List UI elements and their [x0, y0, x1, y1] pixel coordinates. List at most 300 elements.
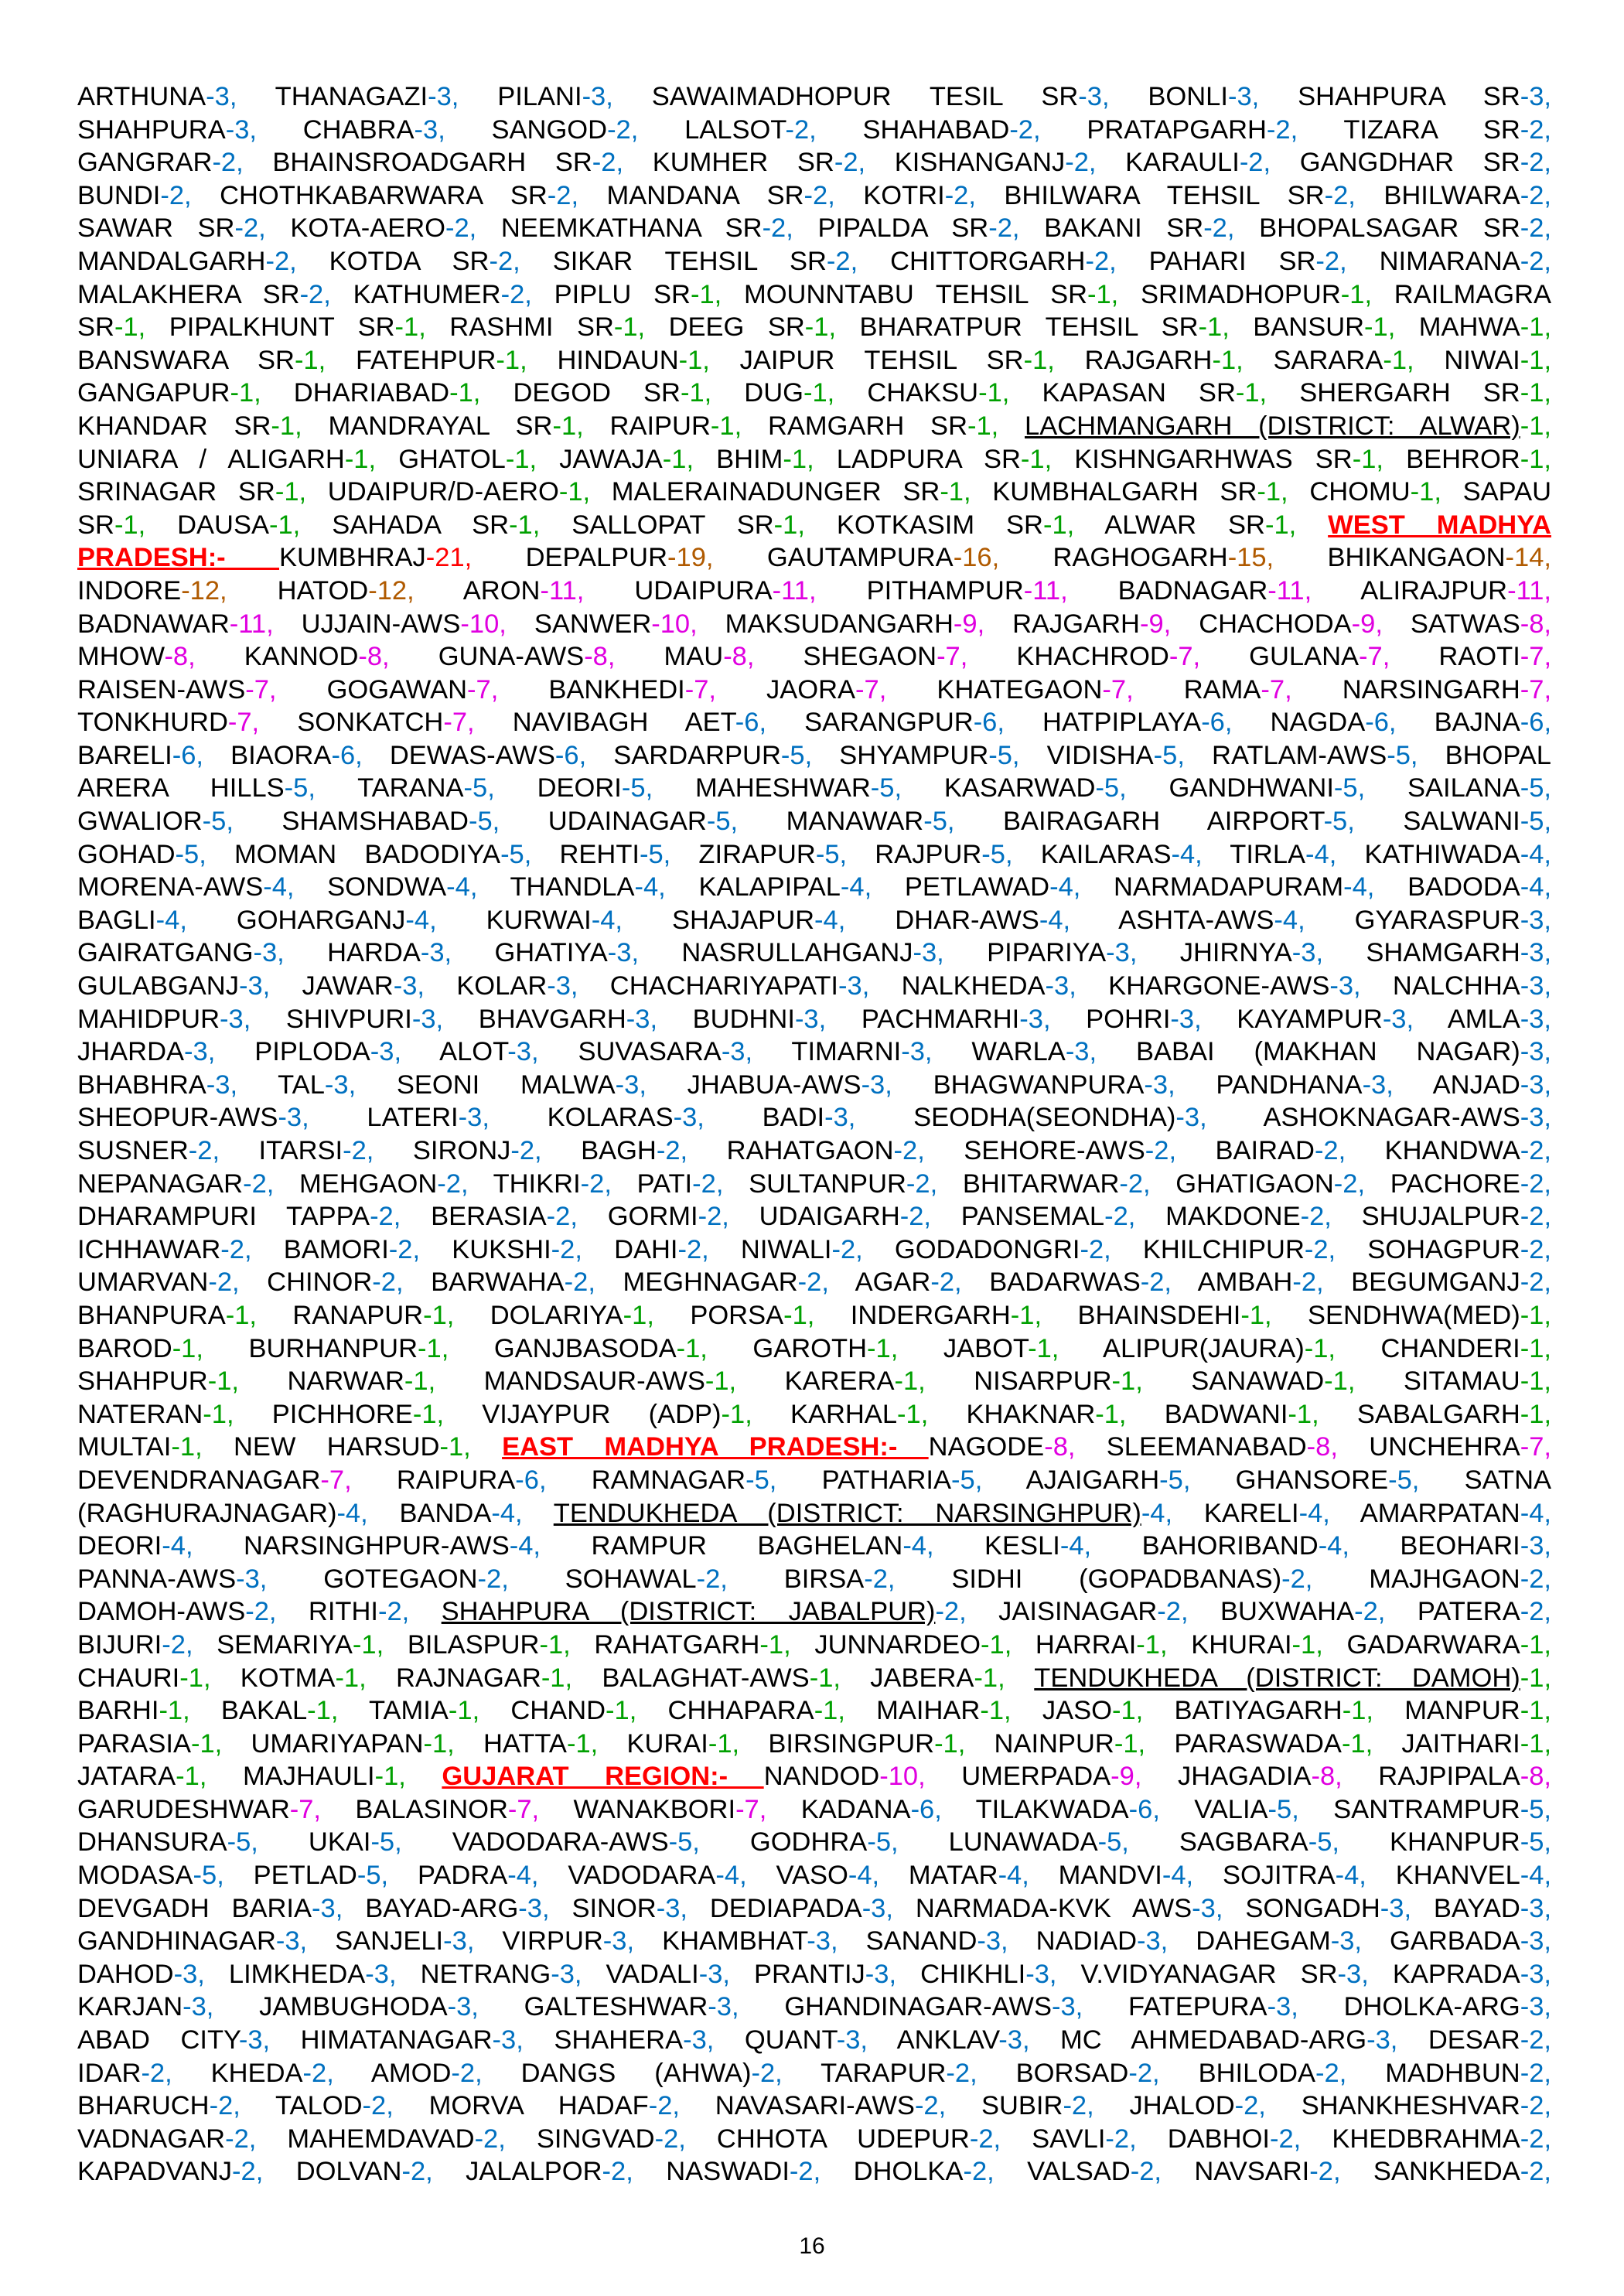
rainfall-value: -1,: [783, 1300, 815, 1330]
station-name: SHANKHESHVAR: [1301, 2091, 1520, 2121]
station-entry: [77, 1400, 234, 1429]
station-name: MC AHMEDABAD-ARG: [1060, 2025, 1367, 2055]
station-entry: [1141, 280, 1372, 309]
station-name: RAGHOGARH: [1053, 543, 1228, 573]
rainfall-value: -3,: [492, 2025, 524, 2055]
station-entry: [77, 840, 206, 869]
rainfall-value: -3,: [428, 82, 459, 111]
station-name: CHOTHKABARWARA SR: [220, 180, 548, 210]
station-name: BHIKANGAON: [1327, 543, 1506, 573]
station-entry: [77, 576, 227, 606]
rainfall-value: -7,: [1102, 674, 1134, 704]
rainfall-value: -1,: [1020, 444, 1053, 474]
station-entry: [431, 1202, 578, 1231]
document-page: [77, 80, 1551, 2230]
station-name: AMBAH: [1197, 1267, 1293, 1298]
station-name: SHAHPURA SR: [1298, 82, 1520, 111]
station-entry: [1360, 1499, 1551, 1528]
rainfall-value: -1,: [867, 1333, 899, 1363]
station-name: GADARWARA: [1346, 1629, 1520, 1660]
rainfall-value: -4,: [491, 1498, 523, 1528]
station-entry: [77, 1070, 237, 1100]
station-entry: [740, 346, 1055, 375]
rainfall-value: -3,: [507, 1037, 539, 1067]
station-name: SIRONJ: [412, 1136, 511, 1165]
station-entry: [1179, 1827, 1339, 1857]
station-name: SUSNER: [77, 1136, 189, 1165]
station-entry: [466, 2157, 633, 2186]
station-name: JHABUA-AWS: [687, 1070, 861, 1100]
station-entry: [863, 181, 976, 210]
rainfall-value: -3,: [1175, 1103, 1207, 1133]
text-line: [77, 608, 1551, 641]
station-entry: [77, 906, 187, 935]
station-entry: [690, 1301, 814, 1330]
station-entry: [571, 1894, 687, 1923]
station-name: SANTRAMPUR: [1333, 1794, 1520, 1824]
rainfall-value: -5,: [500, 839, 532, 869]
rainfall-value: -2,: [831, 1234, 863, 1264]
rainfall-value: -1,: [1212, 345, 1244, 375]
station-name: DEPALPUR: [525, 543, 668, 573]
rainfall-value: -2,: [1520, 1564, 1551, 1594]
rainfall-value: -2,: [1266, 114, 1298, 145]
station-entry: [77, 1169, 274, 1199]
station-name: NAINPUR: [994, 1728, 1114, 1759]
text-line: [77, 377, 1551, 410]
station-entry: [397, 1465, 547, 1495]
station-name: DABHOI: [1167, 2124, 1270, 2154]
rainfall-value: -1,: [1342, 1696, 1373, 1726]
station-name: CHHAPARA: [667, 1696, 814, 1726]
station-name: CHAURI: [77, 1663, 180, 1693]
rainfall-value: -2,: [1065, 148, 1097, 178]
station-entry: [839, 741, 1019, 770]
rainfall-value: -6,: [1520, 708, 1551, 738]
station-entry: [486, 906, 623, 935]
station-name: UJJAIN-AWS: [301, 609, 461, 639]
station-entry: [1044, 213, 1234, 243]
rainfall-value: -1,: [613, 312, 646, 343]
station-name: VIRPUR: [502, 1926, 603, 1957]
rainfall-value: -3,: [901, 1037, 933, 1067]
station-name: HINDAUN: [557, 345, 679, 375]
station-entry: [77, 1136, 220, 1165]
rainfall-value: -4,: [1274, 905, 1305, 935]
station-name: THANAGAZI: [275, 82, 428, 111]
station-entry: [548, 675, 716, 704]
station-entry: [698, 872, 872, 902]
rainfall-value: -1,: [552, 411, 584, 441]
rainfall-value: -3,: [1170, 1004, 1202, 1034]
station-name: NASRULLAHGANJ: [681, 938, 913, 968]
station-entry: [1036, 1926, 1169, 1956]
station-name: KUMBHRAJ: [279, 543, 426, 573]
text-line: [77, 1266, 1551, 1299]
station-name: KHACHROD: [1016, 642, 1169, 672]
station-name: PRATAPGARH: [1087, 114, 1267, 145]
station-entry: [1380, 247, 1551, 276]
rainfall-value: -7,: [1359, 642, 1390, 672]
rainfall-value: -3,: [547, 971, 578, 1001]
station-entry: [1204, 1499, 1330, 1528]
station-name: DOLVAN: [295, 2157, 402, 2187]
station-name: PADRA: [417, 1861, 508, 1891]
rainfall-value: -1,: [967, 411, 999, 441]
rainfall-value: -4,: [848, 1861, 880, 1891]
rainfall-value: -21,: [425, 543, 473, 573]
station-entry: [77, 872, 295, 902]
region-heading: [77, 543, 279, 572]
station-entry: [592, 1465, 777, 1495]
rainfall-value: -1,: [394, 312, 426, 343]
station-name: DEWAS-AWS: [389, 740, 555, 770]
station-name: BADARWAS: [989, 1267, 1141, 1298]
station-name: BATIYAGARH: [1174, 1696, 1343, 1726]
station-name: RITHI: [308, 1597, 378, 1627]
station-entry: [1300, 148, 1551, 177]
station-entry: [951, 1564, 1312, 1594]
rainfall-value: -3,: [1045, 971, 1076, 1001]
rainfall-value: -2,: [1315, 2058, 1347, 2088]
station-entry: [837, 445, 1052, 474]
station-name: BUNDI: [77, 180, 161, 210]
station-entry: [987, 938, 1137, 967]
station-name: KHANVEL: [1395, 1861, 1520, 1891]
station-name: SAPAU: [1462, 477, 1551, 507]
station-name: ALOT: [439, 1037, 508, 1067]
station-name: SABALGARH: [1356, 1399, 1520, 1429]
station-entry: [1396, 1861, 1551, 1890]
station-entry: [329, 247, 520, 276]
rainfall-value: -1,: [172, 1333, 203, 1363]
station-name: HARDA: [327, 938, 421, 968]
station-name: KHEDA: [210, 2058, 303, 2088]
rainfall-value: -1,: [1520, 1663, 1551, 1693]
rainfall-value: -1,: [344, 444, 377, 474]
station-entry: [398, 445, 537, 474]
station-entry: [421, 1960, 582, 1989]
station-entry: [744, 378, 834, 408]
rainfall-value: -1,: [676, 1333, 708, 1363]
rainfall-value: -6,: [910, 1794, 942, 1824]
station-entry: [801, 1795, 942, 1824]
region-heading-text: WEST MADHYA: [1328, 510, 1551, 540]
station-name: BALAGHAT-AWS: [602, 1663, 810, 1693]
rainfall-value: -2,: [500, 279, 532, 309]
station-entry: [243, 1762, 406, 1791]
rainfall-value: -4,: [1520, 872, 1551, 902]
rainfall-value: -1,: [505, 444, 537, 474]
station-entry: [559, 445, 694, 474]
station-name: NARSINGHPUR-AWS: [243, 1531, 510, 1561]
station-entry: [1212, 741, 1418, 770]
station-name: DANGS (AHWA): [520, 2058, 752, 2088]
station-name: GALTESHWAR: [524, 1992, 708, 2022]
station-name: SUBIR: [981, 2091, 1063, 2121]
rainfall-value: -11,: [229, 609, 274, 639]
station-name: SHEGAON: [803, 642, 937, 672]
station-name: SANAND: [865, 1926, 977, 1957]
station-name: RAJPUR: [875, 839, 982, 869]
rainfall-value: -1,: [662, 444, 694, 474]
station-entry: [1125, 148, 1271, 177]
station-entry: [77, 1597, 276, 1626]
station-name: BADWANI: [1164, 1399, 1288, 1429]
text-line: [77, 1595, 1551, 1629]
text-line: [77, 739, 1551, 773]
rainfall-value: -6,: [331, 740, 363, 770]
rainfall-value: -2,: [899, 1202, 932, 1232]
station-entry: [710, 1894, 893, 1923]
rainfall-value: -4,: [509, 1531, 541, 1561]
text-line: [77, 509, 1551, 542]
station-name: ICHHAWAR: [77, 1234, 221, 1264]
station-name: SANGOD: [491, 114, 608, 145]
station-entry: [1385, 1136, 1551, 1165]
station-entry: [438, 642, 616, 671]
station-name: MULTAI: [77, 1432, 172, 1462]
station-entry: [1168, 2124, 1302, 2154]
station-entry: [510, 1696, 636, 1725]
station-entry: [1165, 1400, 1319, 1429]
station-entry: [1042, 1696, 1143, 1725]
station-entry: [1393, 971, 1551, 1001]
station-name: MAU: [664, 642, 724, 672]
rainfall-value: -2,: [751, 2058, 783, 2088]
station-name: KATHIWADA: [1364, 839, 1520, 869]
station-entry: [77, 82, 237, 111]
station-entry: [1081, 1960, 1369, 1989]
station-entry: [1444, 346, 1551, 375]
text-line: [77, 1826, 1551, 1859]
station-name: SHAHPUR: [77, 1366, 208, 1397]
rainfall-value: -2,: [245, 1597, 277, 1627]
region-heading-text: PRADESH:-: [77, 543, 280, 573]
station-name: GWALIOR: [77, 807, 203, 837]
station-entry: [1403, 807, 1551, 836]
station-entry: [77, 1334, 203, 1363]
station-entry: [1149, 247, 1347, 276]
station-name: VALIA: [1194, 1794, 1268, 1824]
station-name: BHAINSROADGARH SR: [272, 148, 592, 178]
station-name: VALSAD: [1027, 2157, 1131, 2187]
station-name: KISHANGANJ: [894, 148, 1066, 178]
rainfall-value: -2,: [1157, 1597, 1189, 1627]
rainfall-value: -5,: [780, 740, 813, 770]
station-entry: [741, 1235, 863, 1264]
rainfall-value: -1,: [191, 1728, 223, 1759]
rainfall-value: -2,: [362, 2091, 394, 2121]
rainfall-value: -3,: [913, 938, 944, 968]
rainfall-value: -3,: [253, 938, 285, 968]
rainfall-value: -4,: [1141, 1498, 1173, 1528]
station-name: HIMATANAGAR: [300, 2025, 493, 2055]
station-entry: [1245, 1894, 1411, 1923]
rainfall-value: -1,: [940, 477, 971, 507]
rainfall-value: -4,: [840, 872, 872, 902]
station-entry: [1273, 346, 1414, 375]
rainfall-value: -8,: [1520, 1762, 1551, 1792]
text-line: [77, 80, 1551, 114]
station-name: LALSOT: [684, 114, 786, 145]
station-name: JALALPOR: [466, 2157, 602, 2187]
rainfall-value: -7,: [684, 674, 716, 704]
station-name: ASHOKNAGAR-AWS: [1263, 1103, 1520, 1133]
station-entry: [323, 1564, 509, 1594]
rainfall-value: -1,: [623, 1300, 654, 1330]
rainfall-value: -4,: [1059, 1531, 1092, 1561]
station-name: GULANA: [1249, 642, 1360, 672]
rainfall-value: -2,: [1145, 1136, 1177, 1165]
text-line: [77, 1958, 1551, 1991]
station-entry: [1418, 1597, 1551, 1626]
station-name: PICHHORE: [271, 1399, 413, 1429]
station-name: SHAHABAD: [862, 114, 1010, 145]
rainfall-value: -3,: [1267, 1992, 1298, 2022]
station-entry: [234, 1432, 471, 1462]
station-name: SR: [77, 312, 114, 343]
rainfall-value: -7,: [1520, 1432, 1551, 1462]
rainfall-value: -3,: [794, 1004, 827, 1034]
station-name: GANDHWANI: [1169, 773, 1334, 803]
station-name: GYARASPUR: [1354, 905, 1520, 935]
station-name: TIZARA SR: [1343, 114, 1520, 145]
station-name: BHILWARA: [1383, 180, 1520, 210]
station-entry: [77, 675, 277, 704]
rainfall-value: -3,: [865, 1959, 897, 1989]
station-entry: [1249, 642, 1390, 671]
station-entry: [497, 82, 613, 111]
station-name: KHANDAR SR: [77, 411, 271, 441]
rainfall-value: -9,: [1111, 1762, 1142, 1792]
station-entry: [484, 1366, 737, 1396]
station-entry: [302, 609, 507, 639]
station-entry: [1136, 1037, 1551, 1066]
rainfall-value: -3,: [1051, 1992, 1083, 2022]
rainfall-value: -5,: [1520, 807, 1551, 837]
station-name: VIJAYPUR (ADP): [482, 1399, 722, 1429]
rainfall-value: -3,: [238, 2025, 271, 2055]
station-name: GAIRATGANG: [77, 938, 254, 968]
station-entry: [1346, 1630, 1551, 1660]
station-entry: [286, 1005, 443, 1034]
rainfall-value: -2,: [1104, 1202, 1136, 1232]
station-name: CHIKHLI: [920, 1959, 1026, 1989]
rainfall-value: -4,: [634, 872, 666, 902]
station-entry: [1042, 708, 1232, 737]
station-name: JAWAR: [302, 971, 394, 1001]
station-name: MATAR: [908, 1861, 998, 1891]
station-entry: [1027, 2157, 1162, 2186]
station-entry: [1302, 2091, 1551, 2120]
station-entry: [754, 1960, 896, 1989]
station-entry: [365, 1894, 549, 1923]
station-entry: [1236, 1465, 1420, 1495]
station-entry: [837, 510, 1074, 540]
text-line: [77, 2024, 1551, 2057]
station-name: DUG: [744, 378, 803, 408]
station-entry: [371, 2059, 483, 2088]
rainfall-value: -1,: [1520, 1366, 1551, 1397]
station-entry: [634, 576, 816, 606]
station-entry: [502, 1926, 634, 1956]
rainfall-value: -3,: [1366, 2025, 1398, 2055]
rainfall-value: -5,: [357, 1861, 389, 1891]
rainfall-value: -2,: [1105, 2124, 1137, 2154]
station-name: KARERA: [784, 1366, 895, 1397]
station-name: SANKHEDA: [1373, 2157, 1520, 2187]
station-name: LUNAWADA: [948, 1827, 1098, 1858]
station-name: GARUDESHWAR: [77, 1794, 290, 1824]
station-entry: [1114, 872, 1374, 902]
rainfall-value: -3,: [420, 938, 452, 968]
station-entry: [77, 346, 326, 375]
station-name: SATNA: [1464, 1465, 1551, 1495]
rainfall-value: -2,: [1128, 2058, 1160, 2088]
text-line: [77, 2090, 1551, 2123]
station-name: GORMI: [607, 1202, 698, 1232]
station-name: KOTMA: [240, 1663, 336, 1693]
station-name: JASO: [1042, 1696, 1112, 1726]
station-name: PACHMARHI: [861, 1004, 1020, 1034]
rainfall-value: -1,: [1264, 510, 1297, 540]
station-entry: [725, 609, 984, 639]
text-line: [77, 1497, 1551, 1530]
station-name: SOHAGPUR: [1367, 1234, 1520, 1264]
station-entry: [278, 1070, 356, 1100]
station-entry: [77, 2157, 263, 2186]
station-name: SUVASARA: [578, 1037, 722, 1067]
station-entry: [77, 411, 302, 441]
rainfall-value: -1,: [981, 1629, 1012, 1660]
station-name: DHARAMPURI TAPPA: [77, 1202, 370, 1232]
rainfall-value: -2,: [265, 246, 297, 276]
rainfall-value: -1,: [448, 1696, 480, 1726]
station-name: NASWADI: [666, 2157, 790, 2187]
station-name: VADODARA-AWS: [452, 1827, 669, 1858]
station-name: BANKHEDI: [548, 674, 685, 704]
station-entry: [77, 2025, 270, 2055]
rainfall-value: -2,: [1119, 1168, 1151, 1199]
station-name: TALOD: [275, 2091, 363, 2121]
rainfall-value: -7,: [735, 1794, 767, 1824]
station-entry: [909, 1861, 1029, 1890]
rainfall-value: -8,: [1520, 609, 1551, 639]
rainfall-value: -1,: [708, 1728, 740, 1759]
rainfall-value: -7,: [1169, 642, 1201, 672]
station-name: KESLI: [984, 1531, 1060, 1561]
rainfall-value: -3,: [1520, 1992, 1551, 2022]
station-entry: [854, 2157, 995, 2186]
station-name: KISHNGARHWAS SR: [1074, 444, 1353, 474]
station-entry: [1108, 971, 1361, 1001]
rainfall-value: -5,: [706, 807, 739, 837]
station-entry: [1344, 1992, 1551, 2021]
station-name: MODASA: [77, 1861, 193, 1891]
rainfall-value: -2,: [546, 1202, 578, 1232]
station-entry: [327, 675, 499, 704]
station-entry: [77, 1762, 206, 1791]
station-entry: [790, 1400, 928, 1429]
rainfall-value: -3,: [1291, 938, 1324, 968]
station-entry: [278, 576, 415, 606]
text-line: [77, 970, 1551, 1003]
station-entry: [77, 2124, 256, 2154]
rainfall-value: -11,: [772, 575, 817, 606]
station-name: UKAI: [308, 1827, 371, 1858]
station-entry: [554, 280, 722, 309]
